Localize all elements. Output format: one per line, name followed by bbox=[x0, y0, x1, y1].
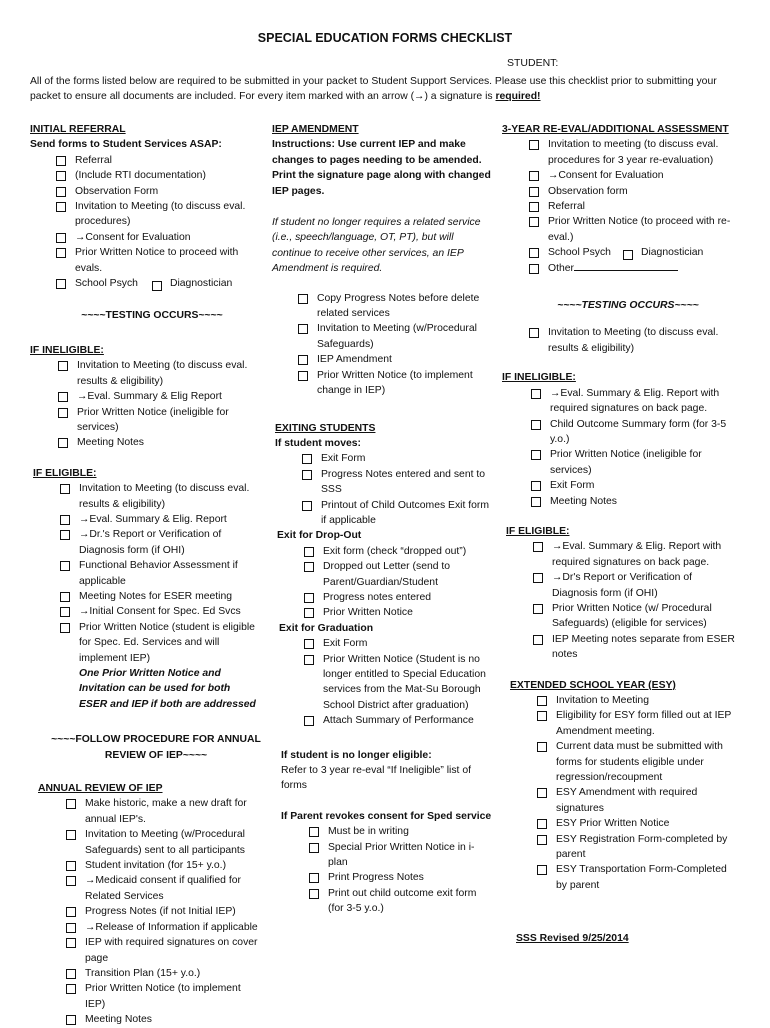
initial-referral-subheading: Send forms to Student Services ASAP: bbox=[30, 139, 222, 151]
list-item: Current data must be submitted with forms for students eligible under regression/recoupment bbox=[535, 739, 738, 785]
checkbox[interactable] bbox=[60, 515, 70, 525]
checkbox[interactable] bbox=[537, 711, 547, 721]
list-item: →Dr's Report or Verification of Diagnosis form (if OHI) bbox=[531, 570, 738, 601]
list-item: Exit Form bbox=[300, 451, 494, 466]
list-item: Invitation to Meeting (to discuss eval. procedures) bbox=[54, 199, 258, 230]
checkbox[interactable] bbox=[529, 264, 539, 274]
list-item: →Eval. Summary & Elig. Report with required signatures on back page. bbox=[531, 539, 738, 570]
checkbox[interactable] bbox=[58, 361, 68, 371]
checkbox[interactable] bbox=[56, 156, 66, 166]
list-item: IEP with required signatures on cover page bbox=[64, 935, 258, 966]
list-item: ESY Transportation Form-Completed by parent bbox=[535, 862, 738, 893]
list-item: Observation Form bbox=[54, 184, 258, 199]
list-item: Print Progress Notes bbox=[307, 870, 494, 885]
checkbox[interactable] bbox=[302, 454, 312, 464]
list-item: Prior Written Notice (to proceed with re-eval.) bbox=[527, 214, 738, 245]
checkbox[interactable] bbox=[60, 592, 70, 602]
list-item: Invitation to Meeting (w/Procedural Safeguards) bbox=[296, 321, 494, 352]
list-item: Printout of Child Outcomes Exit form if applicable bbox=[300, 498, 494, 529]
dropout-heading: Exit for Drop-Out bbox=[277, 530, 362, 542]
checkbox[interactable] bbox=[533, 635, 543, 645]
not-eligible-heading: If student is no longer eligible: bbox=[281, 749, 432, 761]
list-item: Must be in writing bbox=[307, 824, 494, 839]
list-item: Invitation to Meeting (to discuss eval. results & eligibility) bbox=[58, 481, 258, 512]
graduation-list bbox=[272, 636, 494, 728]
if-eligible-list bbox=[502, 539, 738, 662]
checkbox[interactable] bbox=[56, 233, 66, 243]
checkbox[interactable] bbox=[56, 248, 66, 258]
checkbox[interactable] bbox=[623, 250, 633, 260]
checkbox[interactable] bbox=[537, 696, 547, 706]
list-item: →Consent for Evaluation bbox=[527, 168, 738, 183]
checkbox[interactable] bbox=[531, 389, 541, 399]
checkbox[interactable] bbox=[66, 861, 76, 871]
checkbox[interactable] bbox=[298, 371, 308, 381]
list-item: (Include RTI documentation) bbox=[54, 168, 258, 183]
checkbox[interactable] bbox=[309, 889, 319, 899]
list-item: IEP Amendment bbox=[296, 352, 494, 367]
list-item: Prior Written Notice (ineligible for services) bbox=[56, 405, 258, 436]
list-item: Special Prior Written Notice in i-plan bbox=[307, 840, 494, 871]
revokes-heading: If Parent revokes consent for Sped service bbox=[281, 810, 492, 822]
list-item: Invitation to Meeting (to discuss eval. results & eligibility) bbox=[56, 358, 258, 389]
iep-amendment-heading: IEP AMENDMENT bbox=[272, 124, 359, 135]
list-item: Invitation to meeting (to discuss eval. procedures for 3 year re-evaluation) bbox=[527, 137, 738, 168]
esy-heading: EXTENDED SCHOOL YEAR (ESY) bbox=[510, 679, 676, 691]
checkbox[interactable] bbox=[66, 907, 76, 917]
list-item: Prior Written Notice (Student is no longer entitled to Special Education services from the Mat-Su Borough School District after graduation) bbox=[302, 652, 494, 714]
list-item: Exit Form bbox=[302, 636, 494, 651]
list-item: Prior Written Notice (to implement IEP) bbox=[64, 981, 258, 1012]
if-eligible-heading: IF ELIGIBLE: bbox=[506, 525, 570, 537]
list-item: Meeting Notes bbox=[529, 494, 738, 509]
list-item: Meeting Notes for ESER meeting bbox=[58, 589, 258, 604]
list-item: Meeting Notes bbox=[64, 1012, 258, 1027]
list-item: Make historic, make a new draft for annual IEP's. bbox=[64, 796, 258, 827]
checkbox[interactable] bbox=[537, 788, 547, 798]
checkbox[interactable] bbox=[58, 408, 68, 418]
list-item: Child Outcome Summary form (for 3-5 y.o.) bbox=[529, 417, 738, 448]
checkbox[interactable] bbox=[152, 281, 162, 291]
checkbox[interactable] bbox=[298, 355, 308, 365]
checkbox[interactable] bbox=[304, 593, 314, 603]
checkbox[interactable] bbox=[531, 497, 541, 507]
checkbox[interactable] bbox=[529, 171, 539, 181]
initial-referral-heading: INITIAL REFERRAL bbox=[30, 124, 126, 135]
checkbox[interactable] bbox=[304, 655, 314, 665]
checkbox[interactable] bbox=[58, 392, 68, 402]
list-item: →Release of Information if applicable bbox=[64, 920, 258, 935]
initial-referral-list bbox=[30, 153, 258, 292]
list-item: Prior Written Notice (student is eligible for Spec. Ed. Services and will implement IEP) bbox=[58, 620, 258, 666]
checkbox[interactable] bbox=[304, 716, 314, 726]
list-item: School Psych Diagnostician bbox=[54, 276, 258, 291]
list-item: Exit Form bbox=[529, 478, 738, 493]
checkbox[interactable] bbox=[529, 202, 539, 212]
list-item: Prior Written Notice (ineligible for services) bbox=[529, 447, 738, 478]
column-right bbox=[502, 122, 738, 893]
checkbox[interactable] bbox=[533, 542, 543, 552]
list-item: Exit form (check “dropped out”) bbox=[302, 544, 494, 559]
iep-amendment-list bbox=[272, 291, 494, 399]
revokes-list bbox=[272, 824, 494, 916]
list-item: Observation form bbox=[527, 184, 738, 199]
checkbox[interactable] bbox=[60, 561, 70, 571]
checkbox[interactable] bbox=[66, 923, 76, 933]
annual-review-list bbox=[30, 796, 258, 1027]
list-item: Print out child outcome exit form (for 3-5 y.o.) bbox=[307, 886, 494, 917]
checkbox[interactable] bbox=[66, 984, 76, 994]
checkbox[interactable] bbox=[66, 830, 76, 840]
checkbox[interactable] bbox=[309, 827, 319, 837]
checkbox[interactable] bbox=[66, 876, 76, 886]
list-item: Progress Notes (if not Initial IEP) bbox=[64, 904, 258, 919]
checkbox[interactable] bbox=[309, 873, 319, 883]
list-item: Invitation to Meeting (w/Procedural Safeguards) sent to all participants bbox=[64, 827, 258, 858]
reeval-heading: 3-YEAR RE-EVAL/ADDITIONAL ASSESSMENT bbox=[502, 124, 729, 135]
moves-list bbox=[272, 451, 494, 528]
diagnostician-label: Diagnostician bbox=[169, 278, 233, 290]
list-item: Dropped out Letter (send to Parent/Guardian/Student bbox=[302, 559, 494, 590]
list-item: Student invitation (for 15+ y.o.) bbox=[64, 858, 258, 873]
list-item: Progress Notes entered and sent to SSS bbox=[300, 467, 494, 498]
list-item: →Eval. Summary & Elig. Report bbox=[58, 512, 258, 527]
list-item: Meeting Notes bbox=[56, 435, 258, 450]
checkbox[interactable] bbox=[298, 324, 308, 334]
diagnostician-label: Diagnostician bbox=[640, 247, 704, 259]
checkbox[interactable] bbox=[529, 328, 539, 338]
checkbox[interactable] bbox=[302, 470, 312, 480]
list-item: Copy Progress Notes before delete related services bbox=[296, 291, 494, 322]
dropout-list bbox=[272, 544, 494, 621]
iep-amendment-instructions: Instructions: Use current IEP and make changes to pages needing to be amended. Print the signature page along with changed IEP pages. bbox=[272, 139, 491, 197]
checkbox[interactable] bbox=[60, 623, 70, 633]
checkbox[interactable] bbox=[56, 171, 66, 181]
checkbox[interactable] bbox=[56, 279, 66, 289]
checkbox[interactable] bbox=[529, 187, 539, 197]
checkbox[interactable] bbox=[531, 481, 541, 491]
reeval-list bbox=[502, 137, 738, 276]
follow-procedure: ~~~~FOLLOW PROCEDURE FOR ANNUAL REVIEW OF IEP~~~~ bbox=[51, 734, 261, 761]
checkbox[interactable] bbox=[309, 843, 319, 853]
list-item: Eligibility for ESY form filled out at IEP Amendment meeting. bbox=[535, 708, 738, 739]
list-item: Invitation to Meeting bbox=[535, 693, 738, 708]
testing-occurs: ~~~~TESTING OCCURS~~~~ bbox=[81, 310, 223, 322]
checkbox[interactable] bbox=[529, 217, 539, 227]
list-item: IEP Meeting notes separate from ESER notes bbox=[531, 632, 738, 663]
student-label: STUDENT: bbox=[507, 57, 559, 69]
checkbox[interactable] bbox=[66, 969, 76, 979]
list-item: Referral bbox=[527, 199, 738, 214]
column-middle bbox=[272, 122, 494, 917]
checkbox[interactable] bbox=[537, 819, 547, 829]
list-item: Prior Written Notice to proceed with evals. bbox=[54, 245, 258, 276]
checkbox[interactable] bbox=[537, 865, 547, 875]
list-item: Functional Behavior Assessment if applicable bbox=[58, 558, 258, 589]
checkbox[interactable] bbox=[60, 530, 70, 540]
moves-heading: If student moves: bbox=[275, 437, 362, 449]
checkbox[interactable] bbox=[66, 799, 76, 809]
checkbox[interactable] bbox=[304, 562, 314, 572]
checkbox[interactable] bbox=[298, 294, 308, 304]
annual-review-heading: ANNUAL REVIEW OF IEP bbox=[38, 783, 163, 795]
list-item: Prior Written Notice bbox=[302, 605, 494, 620]
list-item: →Initial Consent for Spec. Ed Svcs bbox=[58, 604, 258, 619]
checkbox[interactable] bbox=[529, 140, 539, 150]
checkbox[interactable] bbox=[60, 484, 70, 494]
list-item: Referral bbox=[54, 153, 258, 168]
invitation-results-list bbox=[502, 325, 738, 356]
list-item: →Eval. Summary & Elig Report bbox=[56, 389, 258, 404]
checkbox[interactable] bbox=[56, 187, 66, 197]
intro-paragraph bbox=[30, 74, 730, 104]
intro-text: All of the forms listed below are required to be submitted in your packet to Student Support Services. Please use this checklist prior to submitting your packet to ensure all documents are included. For every item marked with an arrow (→) a signature is bbox=[30, 76, 717, 102]
if-eligible-heading: IF ELIGIBLE: bbox=[33, 467, 97, 479]
list-item: Other bbox=[527, 261, 738, 276]
checkbox[interactable] bbox=[58, 438, 68, 448]
graduation-heading: Exit for Graduation bbox=[279, 622, 374, 634]
testing-occurs: ~~~~TESTING OCCURS~~~~ bbox=[557, 300, 699, 312]
checkbox[interactable] bbox=[304, 547, 314, 557]
list-item: ESY Prior Written Notice bbox=[535, 816, 738, 831]
list-item: →Dr.'s Report or Verification of Diagnosis form (if OHI) bbox=[58, 527, 258, 558]
checkbox[interactable] bbox=[537, 835, 547, 845]
checkbox[interactable] bbox=[304, 608, 314, 618]
iep-amendment-note: If student no longer requires a related service (i.e., speech/language, OT, PT), but will continue to receive other services, an IEP Amendment is required. bbox=[272, 217, 481, 275]
if-ineligible-heading: IF INELIGIBLE: bbox=[30, 344, 104, 356]
list-item: Transition Plan (15+ y.o.) bbox=[64, 966, 258, 981]
if-ineligible-heading: IF INELIGIBLE: bbox=[502, 372, 576, 384]
exiting-heading: EXITING STUDENTS bbox=[275, 422, 376, 434]
checkbox[interactable] bbox=[56, 202, 66, 212]
list-item: School Psych Diagnostician bbox=[527, 245, 738, 260]
esy-list bbox=[502, 693, 738, 893]
list-item: Prior Written Notice (w/ Procedural Safeguards) (eligible for services) bbox=[531, 601, 738, 632]
if-ineligible-list bbox=[30, 358, 258, 450]
list-item: Attach Summary of Performance bbox=[302, 713, 494, 728]
not-eligible-block bbox=[272, 748, 494, 794]
checkbox[interactable] bbox=[531, 450, 541, 460]
eligible-note: One Prior Written Notice and Invitation can be used for both ESER and IEP if both are addressed bbox=[79, 668, 256, 710]
list-item: →Medicaid consent if qualified for Related Services bbox=[64, 873, 258, 904]
list-item: ESY Registration Form-completed by parent bbox=[535, 832, 738, 863]
intro-required: required! bbox=[495, 91, 541, 102]
checkbox[interactable] bbox=[304, 639, 314, 649]
other-blank-line[interactable] bbox=[574, 261, 678, 271]
page-title: SPECIAL EDUCATION FORMS CHECKLIST bbox=[257, 31, 513, 45]
not-eligible-text: Refer to 3 year re-eval “If Ineligible” list of forms bbox=[281, 765, 471, 792]
list-item: ESY Amendment with required signatures bbox=[535, 785, 738, 816]
if-ineligible-list bbox=[502, 386, 738, 509]
list-item: →Eval. Summary & Elig. Report with required signatures on back page. bbox=[529, 386, 738, 417]
checkbox[interactable] bbox=[302, 501, 312, 511]
list-item: Invitation to Meeting (to discuss eval. results & eligibility) bbox=[527, 325, 738, 356]
checkbox[interactable] bbox=[533, 604, 543, 614]
checkbox[interactable] bbox=[66, 938, 76, 948]
list-item: Prior Written Notice (to implement change in IEP) bbox=[296, 368, 494, 399]
list-item: Progress notes entered bbox=[302, 590, 494, 605]
checkbox[interactable] bbox=[531, 420, 541, 430]
revision-date: SSS Revised 9/25/2014 bbox=[516, 933, 629, 944]
column-left bbox=[30, 122, 261, 1028]
checkbox[interactable] bbox=[537, 742, 547, 752]
checkbox[interactable] bbox=[533, 573, 543, 583]
if-eligible-list bbox=[30, 481, 258, 712]
checkbox[interactable] bbox=[529, 248, 539, 258]
checkbox[interactable] bbox=[60, 607, 70, 617]
list-item: →Consent for Evaluation bbox=[54, 230, 258, 245]
